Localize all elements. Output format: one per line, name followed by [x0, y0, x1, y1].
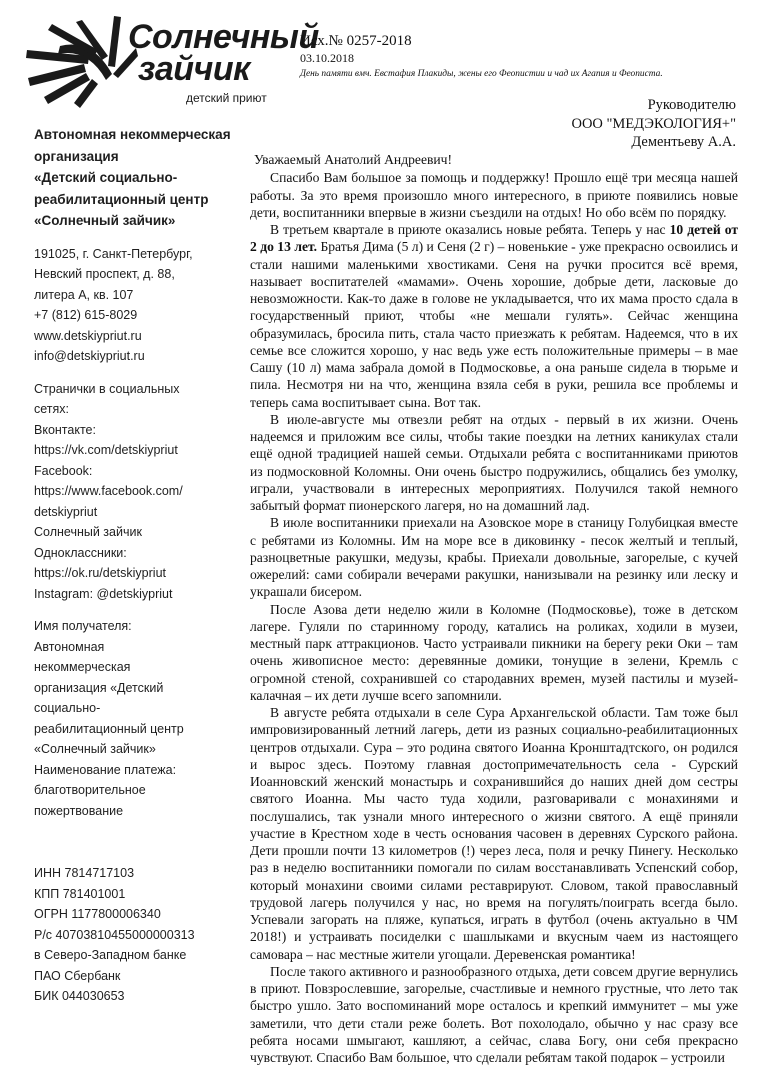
payee-line: пожертвование: [34, 803, 124, 818]
kpp: КПП 781401001: [34, 886, 126, 901]
address-line: литера А, кв. 107: [34, 287, 134, 302]
paragraph: Спасибо Вам большое за помощь и поддержку! Прошло ещё три месяца нашей работы. За это время произошло много интересного, в приюте появились новые дети, воспитанники впервые в жизни съездили на отдых! Но обо всём по порядку.: [250, 170, 738, 220]
org-line: организация: [34, 148, 119, 164]
social-heading: сетях:: [34, 402, 70, 416]
social-block: [34, 379, 234, 605]
social-label: Вконтакте:: [34, 422, 96, 437]
bank-line: ПАО Сбербанк: [34, 968, 121, 983]
org-line: реабилитационный центр: [34, 191, 209, 207]
bik: БИК 044030653: [34, 989, 125, 1003]
payee-line: благотворительное: [34, 783, 146, 797]
outgoing-number: Исх.№ 0257-2018: [300, 33, 412, 49]
logo-title-second-line: зайчик: [138, 50, 250, 88]
logo-subtitle: детский приют: [186, 91, 267, 105]
feast-day-note: День памяти вмч. Евстафия Плакиды, жены его Феопистии и чад их Агапия и Феописта.: [300, 69, 663, 79]
facebook-link[interactable]: detskiypriut: [34, 504, 98, 519]
children-count-highlight: 10 детей от 2 до 13 лет.: [250, 222, 738, 255]
ok-link[interactable]: https://ok.ru/detskiypriut: [34, 566, 167, 580]
email-link[interactable]: info@detskiypriut.ru: [34, 349, 145, 363]
social-label: Одноклассники:: [34, 545, 127, 560]
organization-name: [34, 124, 234, 232]
social-label: Facebook:: [34, 463, 93, 478]
bank-details-block: [34, 863, 234, 1007]
payee-line: реабилитационный центр: [34, 721, 184, 736]
paragraph: В июле-августе мы отвезли ребят на отдых - первый в их жизни. Очень надеемся и приложим все силы, чтобы такие поездки на летних каникулах стали ещё одной традицией нашей семьи. Отдыхали ребята с воспитанниками приютов из подмосковной Коломны. Они очень быстро подружились, общались без умолку, играли, участвовали в интересных мероприятиях. Получился такой немного забытый формат пионерского лагеря, но на домашний лад.: [250, 411, 738, 513]
address-line: 191025, г. Санкт-Петербург,: [34, 246, 193, 261]
paragraph-text: В третьем квартале в приюте оказались новые ребята. Теперь у нас: [270, 222, 670, 237]
letter-body: [250, 151, 738, 1066]
payee-line: Наименование платежа:: [34, 762, 177, 777]
paragraph: [250, 221, 738, 411]
social-heading: Странички в социальных: [34, 381, 180, 396]
payee-line: организация «Детский: [34, 680, 164, 695]
recipient-name: Дементьеву А.А.: [631, 134, 736, 150]
paragraph: После такого активного и разнообразного отдыха, дети совсем другие вернулись в приют. Повзрослевшие, загорелые, счастливые и немного грустные, что лето так быстро ушло. Зато воспоминаний море осталось и крепкий иммунитет – мы уже заметили, что дети стали реже болеть. Вот похолодало, обычно у нас сразу все ребята носами шмыгают, кашляют, а сейчас, слава Богу, они себя прекрасно чувствуют. Спасибо Вам большое, что сделали ребятам такой подарок – устроили: [250, 963, 738, 1065]
org-line: «Детский социально-: [34, 170, 178, 185]
social-label: Солнечный зайчик: [34, 525, 142, 539]
logo-title: Солнечный: [128, 18, 319, 56]
recipient-block: [571, 96, 736, 152]
facebook-link[interactable]: https://www.facebook.com/: [34, 484, 183, 498]
payee-line: Имя получателя:: [34, 619, 132, 633]
sidebar-contacts: [34, 124, 234, 1007]
recipient-position: Руководителю: [647, 97, 736, 113]
bank-line: в Северо-Западном банке: [34, 948, 187, 962]
recipient-company: ООО "МЕДЭКОЛОГИЯ+": [571, 115, 736, 132]
account-number: Р/с 40703810455000000313: [34, 927, 195, 942]
paragraph: После Азова дети неделю жили в Коломне (Подмосковье), тоже в детском лагере. Гуляли по старинному городу, катались на роликах, ходили в музеи, местный парк аттракционов. Часто устраивали пикники на берегу реки Оки – там очень живописное место: деревянные домики, тонущие в зелени, Кремль с огромной стеной, сохранившей со стародавних времен, музей пастилы и музей-калачная – их дети лучше всего запомнили.: [250, 601, 738, 703]
paragraph: В августе ребята отдыхали в селе Сура Архангельской области. Там тоже был импровизированный летний лагерь, дети из разных социально-реабилитационных центров отдыхали. Сура – это родина святого Иоанна Кронштадтского, он родился и вырос здесь. Поэтому главная достопримечательность села - Сурский Иоанновский женский монастырь и сохранившийся до наших дней дом сестры святого Иоанна. Мы часто туда ходили, разговаривали с монахинями и послушались, так узнали много интересного о жизни святого. А ещё приняли участие в Крестном ходе в честь основания часовен в деревнях Сурского района. Дети прошли почти 13 километров (!) через леса, поля и речку Пинегу. Несколько раз в неделю воспитанники помогали по силам восстанавливать Успенский собор, который монахини своими силами реставрируют. Словом, такой православный трудовой лагерь получился у нас, но время на погулять/поиграть всегда было. Успевали загорать на пляже, купаться, играть в футбол (очень актуально в ЧМ 2018!) и устраивать посиделки с шашлыками и вкусным чаем из настоящего самовара – нас местные жители угощали. Деревенская романтика!: [250, 705, 738, 962]
payee-line: некоммерческая: [34, 660, 131, 674]
sun-logo-icon: [18, 8, 138, 108]
org-line: Автономная некоммерческая: [34, 127, 231, 142]
ogrn: ОГРН 1177800006340: [34, 907, 161, 921]
inn: ИНН 7814717103: [34, 866, 135, 880]
website-link[interactable]: www.detskiypriut.ru: [34, 328, 142, 343]
paragraph-text: Братья Дима (5 л) и Сеня (2 г) – новенькие - уже прекрасно освоились и стали нашими маленькими хвостиками. Сеня на ручки просится всё время, называет воспитателей «мамами». Очень хорошие, добрые дети, ласковые до невозможности. Как-то даже в голове не укладывается, что их мама просто сдала в государственный приют, чтобы «не мешали гулять». Сейчас женщина образумилась, бросила пить, стала часто приезжать к ребятам. Надеемся, что в их семье все сложится хорошо, у нас ведь уже есть положительные примеры – в мае Сашу (10 л) мама забрала домой в Подмосковье, а она раньше сидела в тюрьме и пила. Несмотря ни на что, женщина взяла себя в руки, решила все проблемы и теперь сама воспитывает сына. Вот так.: [250, 239, 738, 410]
phone: +7 (812) 615-8029: [34, 308, 138, 322]
letter-date: 03.10.2018: [300, 51, 354, 65]
payee-block: [34, 616, 234, 821]
payee-line: «Солнечный зайчик»: [34, 742, 156, 756]
salutation: Уважаемый Анатолий Андреевич!: [254, 152, 453, 167]
org-line: «Солнечный зайчик»: [34, 213, 176, 228]
address-block: [34, 244, 234, 367]
vk-link[interactable]: https://vk.com/detskiypriut: [34, 443, 178, 457]
instagram-link[interactable]: Instagram: @detskiypriut: [34, 586, 173, 601]
payee-line: социально-: [34, 701, 101, 715]
payee-line: Автономная: [34, 639, 105, 654]
address-line: Невский проспект, д. 88,: [34, 267, 175, 281]
paragraph: В июле воспитанники приехали на Азовское море в станицу Голубицкая вместе с ребятами из Коломны. Им на море все в диковинку - песок желтый и теплый, разноцветные ракушки, медузы, крабы. Приехали довольные, загорелые, с кучей ожерелий: сами собирали вечерами ракушки, нанизывали на резинку или леску и украшали бисером.: [250, 515, 738, 600]
